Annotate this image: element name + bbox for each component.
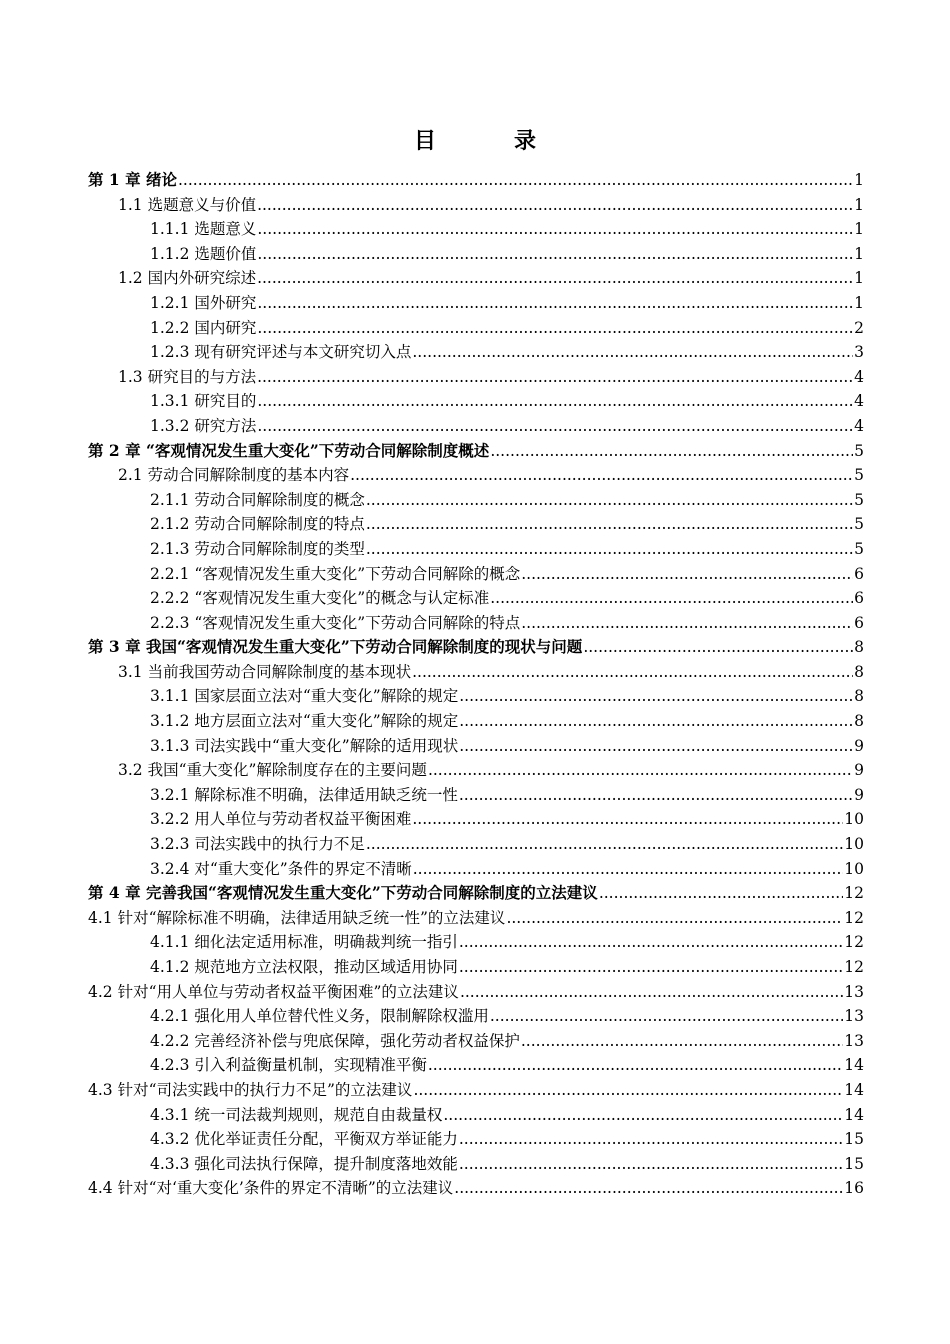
toc-entry-label: 3.2.3 司法实践中的执行力不足 — [150, 835, 365, 854]
toc-dot-leader — [459, 684, 853, 709]
toc-dot-leader — [257, 266, 853, 291]
toc-entry-label: 第 1 章 绪论 — [88, 170, 177, 189]
toc-dot-leader — [506, 906, 843, 931]
toc-dot-leader — [257, 365, 853, 390]
toc-entry-label: 3.1 当前我国劳动合同解除制度的基本现状 — [118, 662, 412, 681]
toc-dot-leader — [443, 1103, 843, 1128]
toc-entry[interactable] — [88, 709, 864, 734]
toc-entry[interactable] — [88, 734, 864, 759]
toc-page-number: 3 — [854, 343, 864, 362]
toc-entry-label: 3.2 我国“重大变化”解除制度存在的主要问题 — [118, 761, 427, 780]
toc-entry-label: 4.1.2 规范地方立法权限，推动区域适用协同 — [150, 958, 458, 976]
toc-page-number: 6 — [854, 613, 864, 632]
toc-page-number: 5 — [854, 441, 864, 460]
toc-page-number: 1 — [854, 195, 864, 214]
toc-page-number: 8 — [854, 687, 864, 706]
toc-entry-label: 1.2.2 国内研究 — [150, 318, 257, 337]
toc-dot-leader — [257, 414, 853, 439]
toc-dot-leader — [521, 611, 853, 636]
toc-page-number: 15 — [844, 1154, 864, 1173]
toc-page-number: 5 — [854, 539, 864, 558]
toc-dot-leader — [521, 1029, 843, 1054]
toc-entry[interactable] — [88, 783, 864, 808]
toc-page-number: 4 — [854, 367, 864, 386]
toc-entry[interactable] — [88, 807, 864, 832]
toc-page-number: 4 — [854, 392, 864, 411]
toc-dot-leader — [257, 291, 853, 316]
toc-chapter-entry[interactable] — [88, 168, 864, 193]
toc-dot-leader — [412, 807, 843, 832]
toc-entry-label: 1.3.2 研究方法 — [150, 416, 257, 435]
toc-entry-label: 1.2.3 现有研究评述与本文研究切入点 — [150, 343, 412, 362]
toc-entry[interactable] — [88, 512, 864, 537]
toc-dot-leader — [454, 1176, 843, 1201]
toc-dot-leader — [366, 832, 843, 857]
toc-page-number: 1 — [854, 293, 864, 312]
toc-entry-label: 4.3 针对“司法实践中的执行力不足”的立法建议 — [88, 1080, 413, 1099]
toc-entry[interactable] — [88, 414, 864, 439]
toc-dot-leader — [428, 758, 853, 783]
toc-page-number: 8 — [854, 638, 864, 657]
toc-page-number: 14 — [844, 1056, 864, 1075]
toc-dot-leader — [583, 635, 853, 660]
toc-chapter-entry[interactable] — [88, 635, 864, 660]
toc-dot-leader — [366, 488, 853, 513]
toc-entry[interactable] — [88, 463, 864, 488]
toc-entry[interactable] — [88, 340, 864, 365]
toc-entry[interactable] — [88, 316, 864, 341]
toc-entry-label: 4.2.1 强化用人单位替代性义务，限制解除权滥用 — [150, 1007, 489, 1026]
toc-page-number: 1 — [854, 171, 864, 189]
toc-page-number: 16 — [844, 1179, 864, 1198]
toc-dot-leader — [413, 857, 844, 882]
toc-dot-leader — [178, 168, 853, 193]
toc-page-number: 14 — [844, 1080, 864, 1099]
toc-entry[interactable] — [88, 537, 864, 562]
toc-entry-label: 1.3 研究目的与方法 — [118, 367, 257, 386]
toc-dot-leader — [460, 980, 843, 1005]
toc-entry[interactable] — [88, 1078, 864, 1103]
toc-page-number: 1 — [854, 244, 864, 263]
toc-dot-leader — [413, 1078, 843, 1103]
toc-entry-label: 4.3.1 统一司法裁判规则，规范自由裁量权 — [150, 1105, 443, 1124]
toc-dot-leader — [459, 1127, 843, 1152]
toc-entry[interactable] — [88, 242, 864, 267]
toc-entry[interactable] — [88, 955, 864, 980]
toc-entry-label: 1.2 国内外研究综述 — [118, 269, 257, 288]
toc-dot-leader — [459, 930, 843, 955]
toc-entry[interactable] — [88, 660, 864, 685]
toc-entry[interactable] — [88, 266, 864, 291]
toc-entry-label: 4.4 针对“对‘重大变化’条件的界定不清晰”的立法建议 — [88, 1179, 454, 1198]
toc-dot-leader — [257, 193, 853, 218]
toc-dot-leader — [412, 660, 853, 685]
toc-entry-label: 2.1.3 劳动合同解除制度的类型 — [150, 539, 365, 558]
toc-entry-label: 3.1.1 国家层面立法对“重大变化”解除的规定 — [150, 687, 459, 706]
toc-entry[interactable] — [88, 1152, 864, 1177]
toc-entry[interactable] — [88, 488, 864, 513]
toc-entry[interactable] — [88, 758, 864, 783]
toc-entry-label: 2.1 劳动合同解除制度的基本内容 — [118, 466, 350, 485]
toc-page-number: 1 — [854, 220, 864, 239]
toc-entry[interactable] — [88, 1127, 864, 1152]
toc-entry[interactable] — [88, 906, 864, 931]
page-title: 目 录 — [413, 129, 564, 154]
toc-entry-label: 2.2.1 “客观情况发生重大变化”下劳动合同解除的概念 — [150, 564, 521, 583]
toc-entry[interactable] — [88, 832, 864, 857]
toc-entry-label: 2.2.2 “客观情况发生重大变化”的概念与认定标准 — [150, 589, 490, 608]
toc-page-number: 2 — [854, 318, 864, 337]
toc-page-number: 13 — [844, 982, 864, 1001]
toc-entry-label: 1.1 选题意义与价值 — [118, 195, 257, 214]
toc-entry[interactable] — [88, 389, 864, 414]
toc-entry[interactable] — [88, 365, 864, 390]
toc-dot-leader — [459, 1152, 843, 1177]
toc-entry-label: 3.2.2 用人单位与劳动者权益平衡困难 — [150, 810, 412, 829]
toc-entry[interactable] — [88, 857, 864, 882]
toc-page-number: 12 — [844, 884, 864, 903]
toc-page-number: 9 — [854, 761, 864, 780]
toc-dot-leader — [459, 734, 853, 759]
toc-entry-label: 3.1.2 地方层面立法对“重大变化”解除的规定 — [150, 712, 459, 731]
toc-page-number: 13 — [844, 1007, 864, 1026]
toc-entry[interactable] — [88, 562, 864, 587]
toc-page-number: 14 — [844, 1105, 864, 1124]
table-of-contents — [88, 168, 864, 1201]
toc-dot-leader — [257, 389, 853, 414]
toc-entry-label: 2.2.3 “客观情况发生重大变化”下劳动合同解除的特点 — [150, 613, 521, 632]
toc-entry[interactable] — [88, 684, 864, 709]
toc-entry[interactable] — [88, 586, 864, 611]
toc-page-number: 10 — [844, 810, 864, 829]
toc-entry[interactable] — [88, 1176, 864, 1201]
toc-page-number: 1 — [854, 269, 864, 288]
toc-entry-label: 4.2.2 完善经济补偿与兜底保障，强化劳动者权益保护 — [150, 1031, 520, 1050]
toc-entry[interactable] — [88, 217, 864, 242]
toc-entry-label: 2.1.1 劳动合同解除制度的概念 — [150, 490, 365, 509]
toc-dot-leader — [412, 340, 853, 365]
toc-entry-label: 4.3.2 优化举证责任分配，平衡双方举证能力 — [150, 1130, 458, 1149]
toc-entry-label: 第 4 章 完善我国“客观情况发生重大变化”下劳动合同解除制度的立法建议 — [88, 883, 598, 903]
toc-entry[interactable] — [88, 611, 864, 636]
toc-page-number: 5 — [854, 490, 864, 509]
toc-dot-leader — [490, 439, 853, 464]
toc-entry-label: 3.2.1 解除标准不明确，法律适用缺乏统一性 — [150, 785, 458, 804]
toc-page-number: 12 — [844, 933, 864, 952]
toc-entry-label: 1.3.1 研究目的 — [150, 392, 257, 411]
toc-entry-label: 4.2 针对“用人单位与劳动者权益平衡困难”的立法建议 — [88, 982, 459, 1001]
toc-page-number: 15 — [844, 1130, 864, 1149]
toc-entry[interactable] — [88, 980, 864, 1005]
toc-page-number: 5 — [854, 515, 864, 534]
toc-dot-leader — [257, 242, 853, 267]
toc-page-number: 12 — [844, 958, 864, 976]
toc-entry-label: 4.1.1 细化法定适用标准，明确裁判统一指引 — [150, 933, 458, 952]
toc-dot-leader — [428, 1053, 843, 1078]
toc-entry[interactable] — [88, 930, 864, 955]
toc-entry[interactable] — [88, 1053, 864, 1078]
toc-page-number: 10 — [844, 835, 864, 854]
toc-entry-label: 4.1 针对“解除标准不明确，法律适用缺乏统一性”的立法建议 — [88, 908, 506, 927]
toc-page-number: 5 — [854, 466, 864, 485]
toc-entry-label: 2.1.2 劳动合同解除制度的特点 — [150, 515, 365, 534]
toc-dot-leader — [599, 881, 843, 906]
toc-entry-label: 1.1.1 选题意义 — [150, 220, 257, 239]
toc-page-number: 6 — [854, 564, 864, 583]
toc-entry[interactable] — [88, 291, 864, 316]
toc-entry[interactable] — [88, 1004, 864, 1029]
toc-page-number: 13 — [844, 1031, 864, 1050]
toc-page-number: 8 — [854, 662, 864, 681]
toc-dot-leader — [490, 586, 853, 611]
toc-page-number: 10 — [844, 859, 864, 878]
toc-entry[interactable] — [88, 193, 864, 218]
toc-dot-leader — [459, 709, 853, 734]
toc-page-number: 12 — [844, 908, 864, 927]
toc-dot-leader — [366, 512, 853, 537]
toc-page-number: 8 — [854, 712, 864, 731]
toc-page-number: 4 — [854, 416, 864, 435]
toc-dot-leader — [366, 537, 853, 562]
toc-chapter-entry[interactable] — [88, 439, 864, 464]
toc-dot-leader — [257, 217, 853, 242]
toc-dot-leader — [350, 463, 853, 488]
toc-entry-label: 1.1.2 选题价值 — [150, 244, 257, 263]
toc-dot-leader — [257, 316, 853, 341]
toc-dot-leader — [459, 783, 853, 808]
toc-entry[interactable] — [88, 1029, 864, 1054]
toc-entry-label: 第 3 章 我国“客观情况发生重大变化”下劳动合同解除制度的现状与问题 — [88, 637, 583, 657]
toc-page-number: 6 — [854, 589, 864, 608]
toc-entry-label: 3.2.4 对“重大变化”条件的界定不清晰 — [150, 859, 412, 878]
toc-chapter-entry[interactable] — [88, 881, 864, 906]
toc-dot-leader — [459, 955, 843, 980]
toc-page-number: 9 — [854, 785, 864, 804]
toc-entry-label: 第 2 章 “客观情况发生重大变化”下劳动合同解除制度概述 — [88, 440, 490, 460]
toc-dot-leader — [490, 1004, 843, 1029]
toc-entry-label: 3.1.3 司法实践中“重大变化”解除的适用现状 — [150, 736, 459, 755]
toc-entry-label: 1.2.1 国外研究 — [150, 293, 257, 312]
toc-entry[interactable] — [88, 1103, 864, 1128]
toc-entry-label: 4.3.3 强化司法执行保障，提升制度落地效能 — [150, 1154, 458, 1173]
toc-page-number: 9 — [854, 736, 864, 755]
toc-entry-label: 4.2.3 引入利益衡量机制，实现精准平衡 — [150, 1056, 427, 1075]
toc-dot-leader — [521, 562, 853, 587]
